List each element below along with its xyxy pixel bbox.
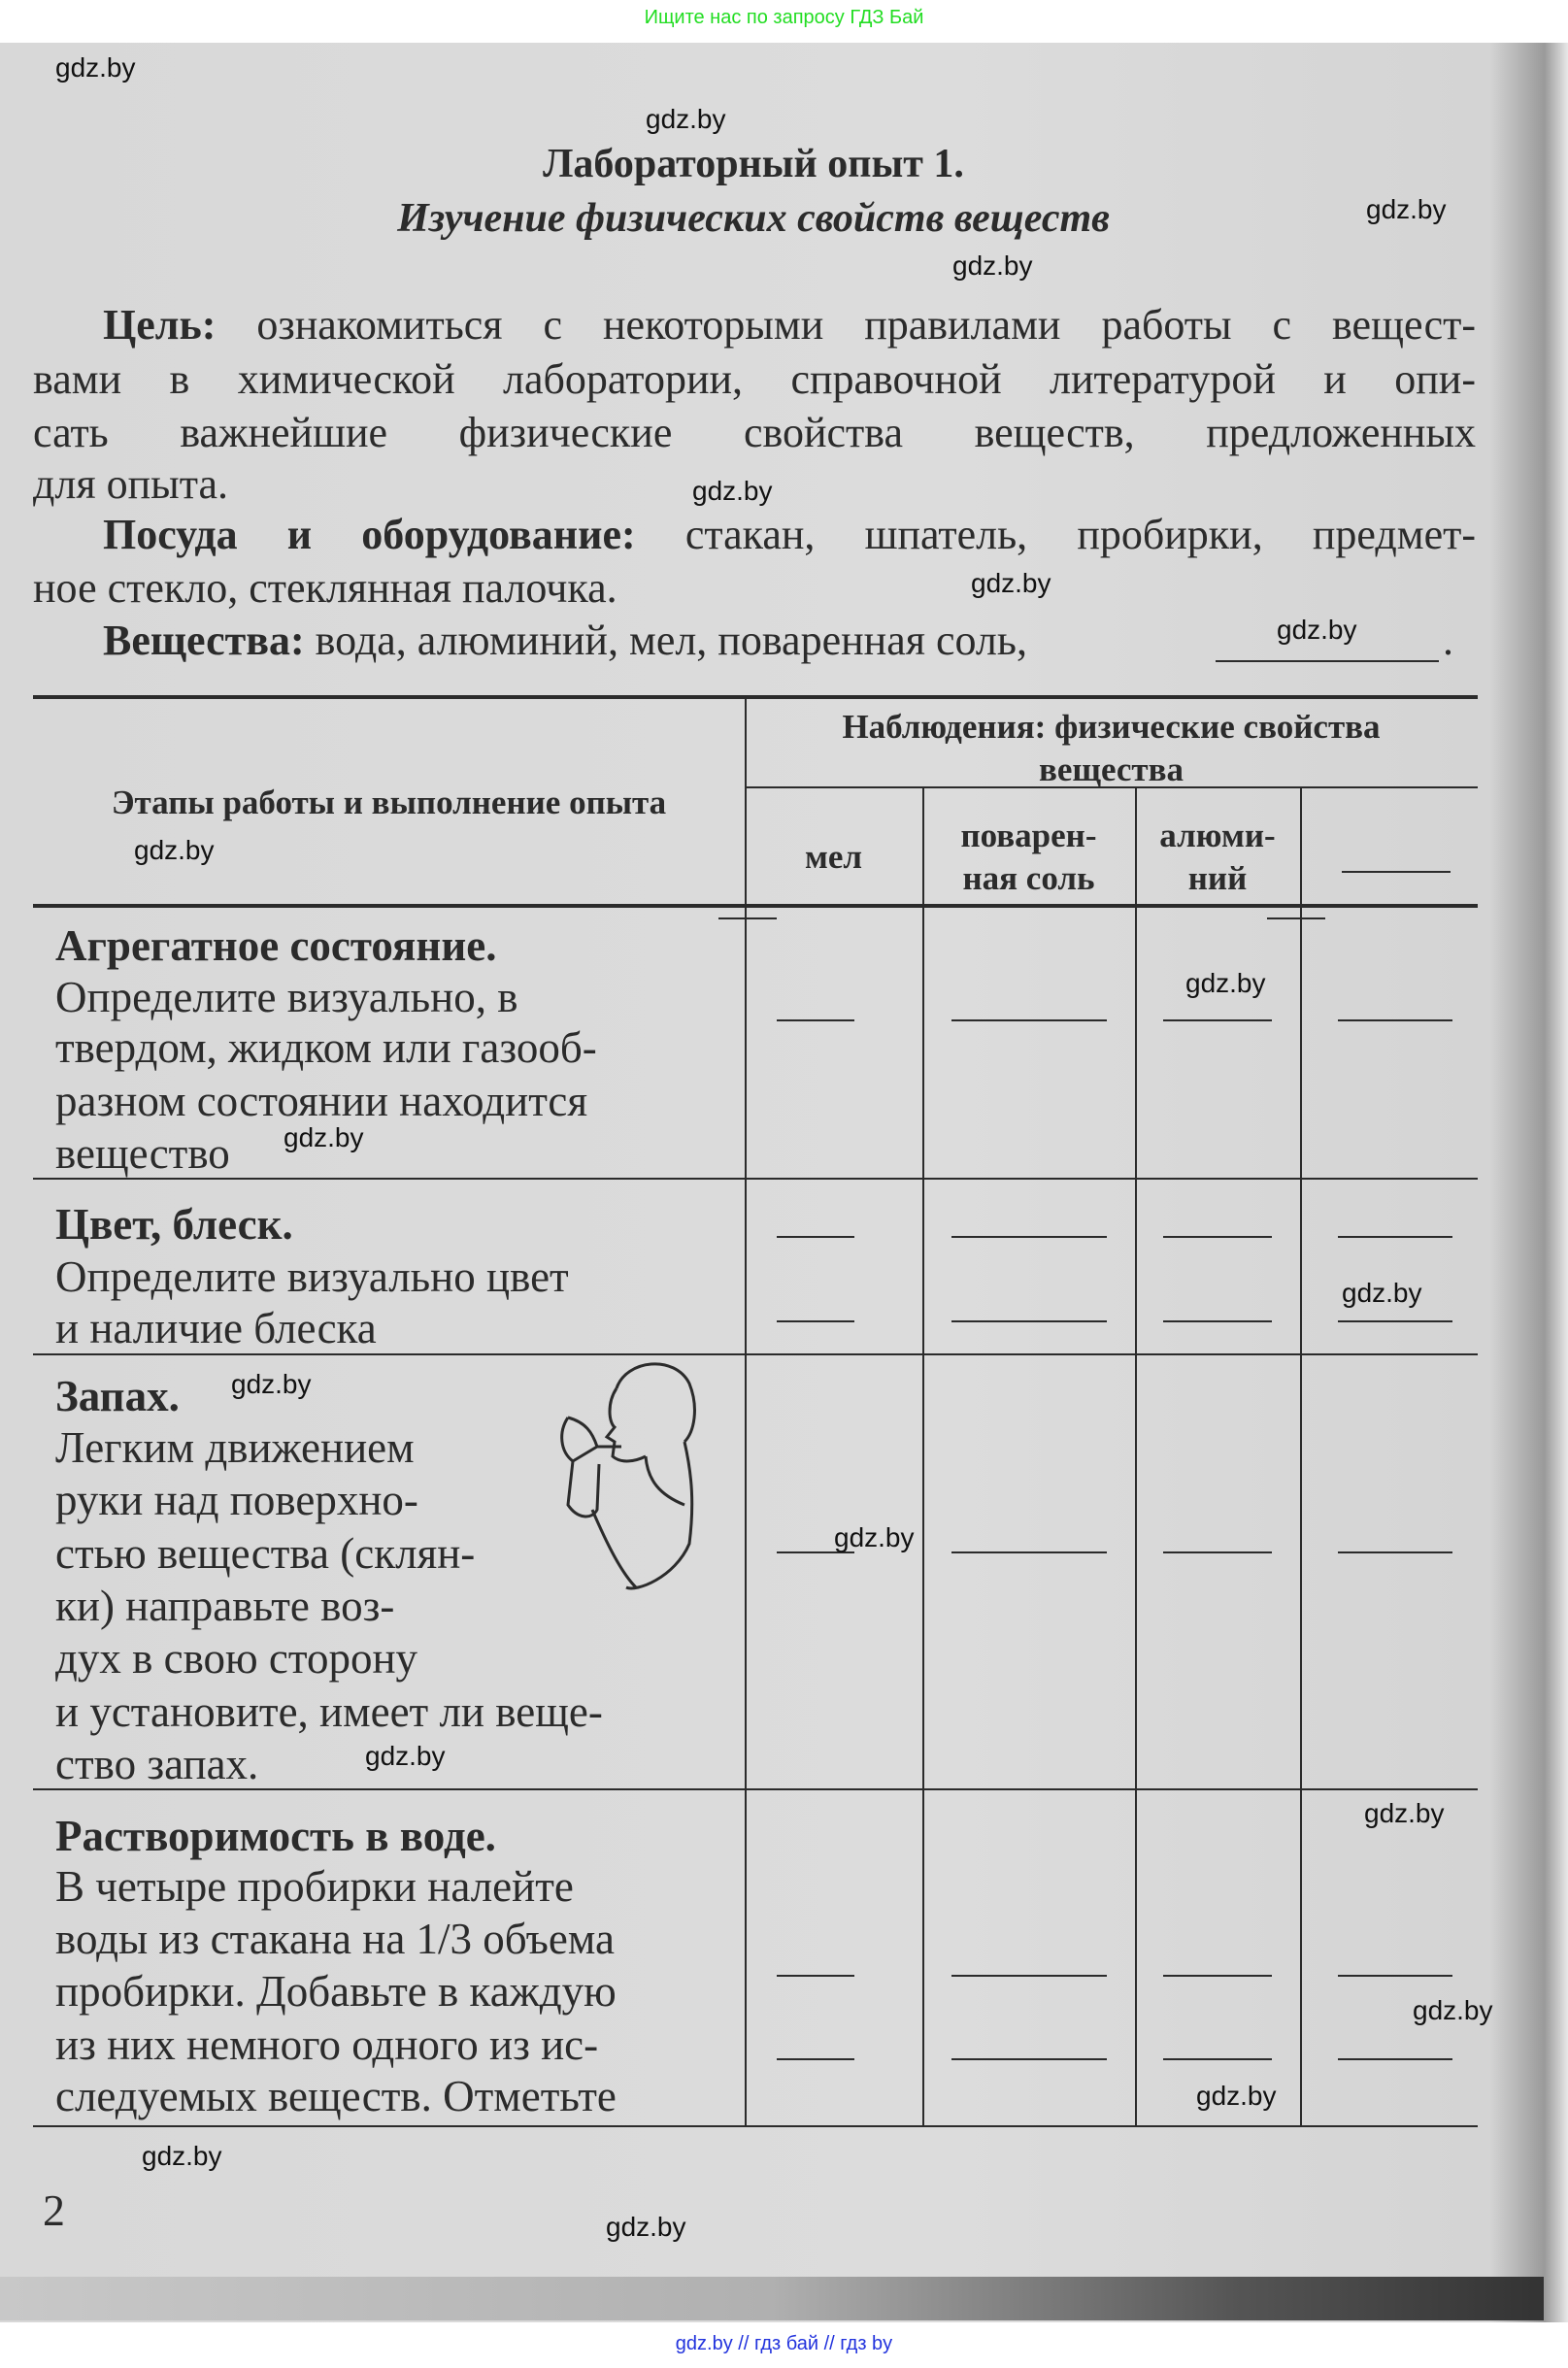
answer-blank[interactable] <box>1338 1975 1452 1977</box>
column-aluminium-1: алюми- <box>1159 817 1276 854</box>
answer-blank[interactable] <box>1338 1019 1452 1021</box>
equipment-line-2: ное стекло, стеклянная палочка. <box>33 564 617 612</box>
answer-blank[interactable] <box>1163 1320 1272 1322</box>
top-banner[interactable]: Ищите нас по запросу ГДЗ Бай <box>0 0 1568 43</box>
column-divider <box>745 697 747 2126</box>
equipment-line-1: Посуда и оборудование: стакан, шпатель, пробирки, предмет- <box>103 511 1477 558</box>
goal-line-2: вами в химической лаборатории, справочной литературой и опи- <box>33 355 1476 403</box>
column-blank-header[interactable] <box>1342 871 1451 873</box>
answer-blank[interactable] <box>718 917 777 919</box>
watermark: gdz.by <box>971 568 1051 598</box>
column-divider <box>922 787 924 2126</box>
row-solubility-title: Растворимость в воде. <box>55 1812 496 1860</box>
row-state-title: Агрегатное состояние. <box>55 921 497 970</box>
watermark: gdz.by <box>1364 1798 1445 1828</box>
header-observations-1: Наблюдения: физические свойства <box>842 708 1381 746</box>
header-observations-2: вещества <box>1038 750 1184 788</box>
goal-line-1: Цель: ознакомиться с некоторыми правилами работы с вещест- <box>103 301 1476 349</box>
answer-blank[interactable] <box>777 1320 854 1322</box>
column-chalk: мел <box>804 838 862 876</box>
watermark: gdz.by <box>1185 968 1266 998</box>
answer-blank[interactable] <box>951 1019 1107 1021</box>
answer-blank[interactable] <box>1163 1019 1272 1021</box>
row-solubility-text: воды из стакана на 1/3 объема <box>55 1915 615 1963</box>
watermark: gdz.by <box>365 1741 446 1771</box>
row-smell-title: Запах. <box>55 1372 180 1420</box>
row-state-text: вещество <box>55 1129 230 1178</box>
header-stages: Этапы работы и выполнение опыта <box>111 784 667 821</box>
answer-blank[interactable] <box>777 2058 854 2060</box>
table-top-rule <box>33 695 1478 699</box>
answer-blank[interactable] <box>951 1236 1107 1238</box>
answer-blank[interactable] <box>951 1975 1107 1977</box>
answer-blank[interactable] <box>951 1320 1107 1322</box>
watermark: gdz.by <box>692 476 773 506</box>
footer-links[interactable]: gdz.by // гдз бай // гдз by <box>0 2322 1568 2368</box>
row-solubility-text: следуемых веществ. Отметьте <box>55 2072 617 2120</box>
answer-blank[interactable] <box>1338 2058 1452 2060</box>
column-salt-1: поварен- <box>960 817 1097 854</box>
column-aluminium-2: ний <box>1187 859 1248 897</box>
goal-label: Цель: <box>103 301 217 349</box>
person-smelling-illustration-icon <box>539 1350 714 1592</box>
answer-blank[interactable] <box>777 1236 854 1238</box>
row-smell-text: дух в свою сторону <box>55 1634 418 1683</box>
substances-blank[interactable] <box>1216 660 1439 662</box>
row-state-text: твердом, жидком или газооб- <box>55 1023 597 1072</box>
watermark: gdz.by <box>1413 1995 1493 2025</box>
watermark: gdz.by <box>1342 1278 1422 1308</box>
answer-blank[interactable] <box>1338 1236 1452 1238</box>
answer-blank[interactable] <box>1267 917 1325 919</box>
answer-blank[interactable] <box>1163 1236 1272 1238</box>
watermark: gdz.by <box>142 2141 222 2171</box>
row-smell-text: ки) направьте воз- <box>55 1582 395 1630</box>
watermark: gdz.by <box>952 250 1033 281</box>
row-smell-text: ство запах. <box>55 1740 259 1788</box>
answer-blank[interactable] <box>951 1551 1107 1553</box>
row-divider <box>33 1178 1478 1180</box>
row-state-text: Определите визуально, в <box>55 973 518 1021</box>
lab-title: Лабораторный опыт 1. <box>543 142 964 186</box>
answer-blank[interactable] <box>777 1975 854 1977</box>
substances-line: Вещества: вода, алюминий, мел, поваренная соль, <box>103 617 1027 664</box>
row-state-text: разном состоянии находится <box>55 1077 588 1125</box>
watermark: gdz.by <box>55 52 136 83</box>
substances-end: . <box>1443 617 1453 664</box>
answer-blank[interactable] <box>1163 2058 1272 2060</box>
goal-line-3: сать важнейшие физические свойства веществ, предложенных <box>33 409 1476 456</box>
watermark: gdz.by <box>134 835 215 865</box>
row-smell-text: стью вещества (склян- <box>55 1529 476 1578</box>
lab-subtitle: Изучение физических свойств веществ <box>397 196 1110 241</box>
header-bottom-rule <box>33 904 1478 908</box>
answer-blank[interactable] <box>1163 1975 1272 1977</box>
row-color-text: Определите визуально цвет <box>55 1252 569 1301</box>
answer-blank[interactable] <box>1338 1320 1452 1322</box>
watermark: gdz.by <box>834 1522 915 1552</box>
row-solubility-text: из них немного одного из ис- <box>55 2020 599 2069</box>
answer-blank[interactable] <box>1163 1551 1272 1553</box>
row-smell-text: и установите, имеет ли веще- <box>55 1687 603 1736</box>
row-color-title: Цвет, блеск. <box>55 1200 293 1249</box>
column-salt-2: ная соль <box>962 859 1095 897</box>
answer-blank[interactable] <box>777 1019 854 1021</box>
watermark: gdz.by <box>1366 194 1447 224</box>
row-smell-text: Легким движением <box>55 1423 415 1472</box>
row-solubility-text: В четыре пробирки налейте <box>55 1862 574 1911</box>
answer-blank[interactable] <box>951 2058 1107 2060</box>
watermark: gdz.by <box>606 2212 686 2242</box>
watermark: gdz.by <box>1277 615 1357 645</box>
row-smell-text: руки над поверхно- <box>55 1476 418 1524</box>
row-color-text: и наличие блеска <box>55 1304 377 1352</box>
column-divider <box>1300 787 1302 2126</box>
watermark: gdz.by <box>284 1122 364 1152</box>
row-solubility-text: пробирки. Добавьте в каждую <box>55 1967 617 2016</box>
watermark: gdz.by <box>231 1369 312 1399</box>
answer-blank[interactable] <box>1338 1551 1452 1553</box>
column-divider <box>1135 787 1137 2126</box>
substances-label: Вещества: <box>103 617 305 664</box>
watermark: gdz.by <box>646 104 726 134</box>
equipment-label: Посуда и оборудование: <box>103 511 636 558</box>
page-number: 2 <box>43 2185 65 2235</box>
watermark: gdz.by <box>1196 2081 1277 2111</box>
table-bottom-rule <box>33 2125 1478 2127</box>
goal-line-4: для опыта. <box>33 460 228 508</box>
page-edge-shadow <box>0 2277 1544 2320</box>
